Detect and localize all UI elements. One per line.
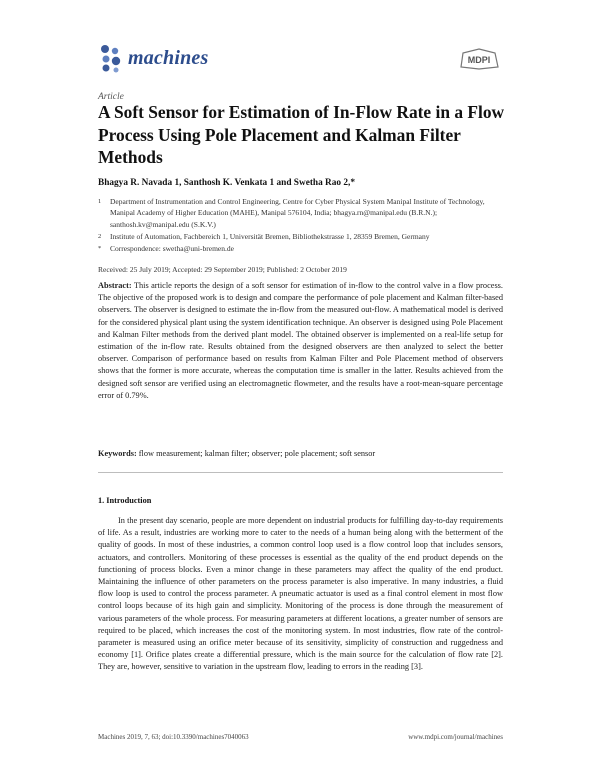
- keywords-label: Keywords:: [98, 449, 137, 458]
- affiliation-marker: *: [98, 245, 102, 252]
- abstract-text: This article reports the design of a soft sensor for estimation of in-flow to the control valve in a flow process. The objective of the proposed work is to design and compare the performance of pole placement and Kalman filter-based observers. The observer is designed to estimate the in-flow from the measured out-flow. A mathematical model is derived for the considered physical plant using the system identification technique. An observer is designed using Pole Placement and Kalman Filter methods from the derived plant model. The obtained observer is implemented on a real-life setup for estimation of the in-flow rate. Results obtained from the designed observers are then analyzed to select the better observer. Comparison of performance based on results from Kalman Filter and Pole Placement method of observers shows that the former is more accurate, whereas the computation time is smaller in the latter. Results achieved from the designed soft sensor are verified using an electromagnetic flowmeter, and the results have a root-mean-square percentage error of 0.79%.: [98, 281, 503, 400]
- abstract-label: Abstract:: [98, 281, 132, 290]
- correspondence: [98, 243, 503, 254]
- journal-logo-icon: [98, 43, 122, 73]
- keywords: [98, 449, 503, 458]
- footer-citation: Machines 2019, 7, 63; doi:10.3390/machines7040063: [98, 733, 249, 741]
- affiliation-2: [98, 231, 503, 242]
- affiliation-marker: 2: [98, 233, 102, 240]
- affiliation-text: Correspondence: swetha@uni-bremen.de: [110, 244, 234, 253]
- divider: [98, 472, 503, 473]
- introduction-paragraph: In the present day scenario, people are more dependent on industrial products for fulfilling day-to-day requirements of life. As a result, industries are working more to cater to the needs of a human being along with the betterment of the quality of goods. In most of these industries, a common control loop used is a flow control loop that includes sensors, actuators, and controllers. Monitoring of these processes is essential as the quality of the end product depends on the functioning of process blocks. Even a minor change in these parameters may affect the quality of the end product. Maintaining the influence of other parameters on the process parameter is also imperative. In many industries, a fluid flow loop is used to control the process parameter. A pneumatic actuator is used as a final control element in most flow control loops because of its high gain and simplicity. Monitoring of the process is done through the measurement of various parameters of the whole process. For measuring parameters at different locations, a greater number of sensors are required to be placed, which increases the cost of the monitoring system. In most industries, flow rate of the control-parameter is measured using an orifice meter because of its sensitivity, simplicity of construction and ruggedness and economy [1]. Orifice plates create a differential pressure, which is the main source for the calculation of flow rate [2]. They are, however, sensitive to variation in the upstream flow, leading to errors in the reading [3].: [98, 516, 503, 672]
- article-type: Article: [98, 92, 124, 102]
- footer-url[interactable]: www.mdpi.com/journal/machines: [408, 733, 503, 741]
- section-heading: 1. Introduction: [98, 496, 152, 505]
- abstract: [98, 280, 503, 402]
- journal-name: machines: [128, 47, 209, 69]
- paper-title: A Soft Sensor for Estimation of In-Flow Rate in a Flow Process Using Pole Placement and Kalman Filter Methods: [98, 102, 505, 167]
- keywords-text: flow measurement; kalman filter; observer; pole placement; soft sensor: [138, 449, 376, 458]
- affiliation-text: Department of Instrumentation and Control Engineering, Centre for Cyber Physical System Manipal Institute of Technology, Manipal Academy of Higher Education (MAHE), Manipal 576104, India; bhagya.rn@manipal.edu (B.R.N.); santhosh.kv@manipal.edu (S.K.V.): [110, 197, 485, 229]
- affiliation-1: [98, 196, 503, 230]
- affiliation-marker: 1: [98, 198, 102, 205]
- author-list: Bhagya R. Navada 1, Santhosh K. Venkata 1 and Swetha Rao 2,*: [98, 178, 356, 188]
- affiliation-text: Institute of Automation, Fachbereich 1, Universität Bremen, Bibliothekstrasse 1, 28359 Bremen, Germany: [110, 232, 430, 241]
- mdpi-logo-icon: [458, 48, 500, 70]
- publication-dates: Received: 25 July 2019; Accepted: 29 September 2019; Published: 2 October 2019: [98, 265, 347, 274]
- publisher-name: MDPI: [467, 55, 491, 65]
